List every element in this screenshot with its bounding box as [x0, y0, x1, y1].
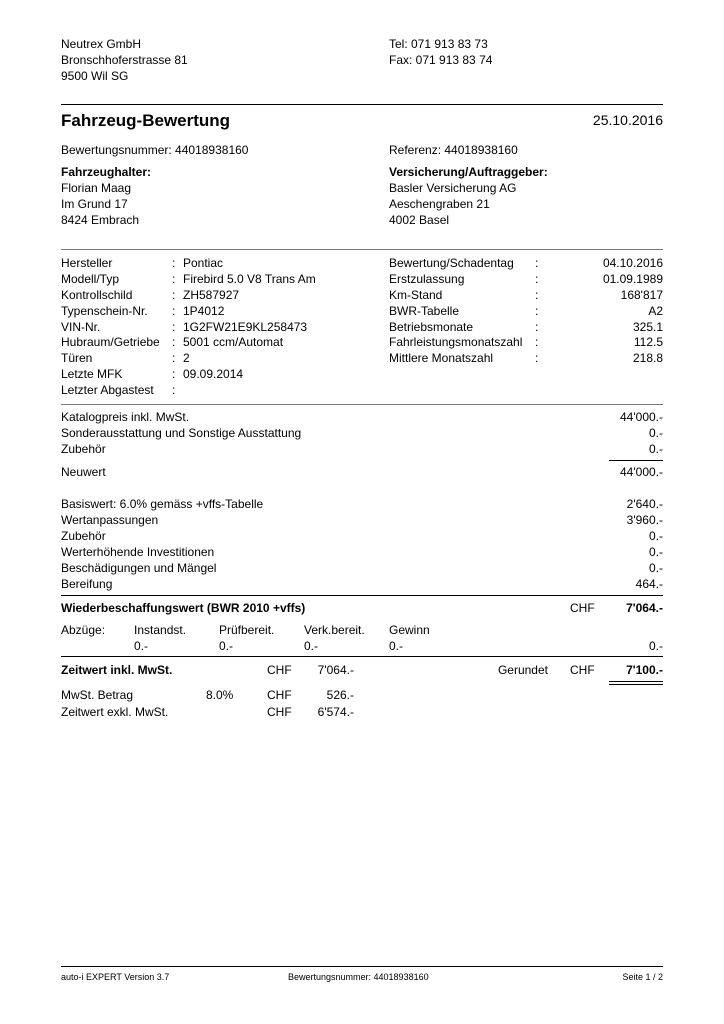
vehicle-value: 1G2FW21E9KL258473: [183, 320, 308, 334]
divider: [61, 656, 663, 657]
basis-label: Wertanpassungen: [61, 513, 159, 527]
mwst-rate: 8.0%: [206, 688, 234, 702]
double-underline: [609, 681, 663, 682]
abzug-head: Instandst.: [134, 623, 187, 637]
vehicle-label: Erstzulassung: [389, 272, 465, 286]
vehicle-value: 01.09.1989: [602, 272, 663, 286]
vehicle-value: 09.09.2014: [183, 367, 244, 381]
basis-label: Bereifung: [61, 577, 113, 591]
colon: :: [172, 272, 176, 286]
halter-line: Im Grund 17: [61, 197, 128, 211]
divider: [61, 249, 663, 250]
vehicle-value: 112.5: [633, 335, 663, 349]
vehicle-label: Modell/Typ: [61, 272, 120, 286]
header-divider: [61, 104, 663, 105]
basis-label: Werterhöhende Investitionen: [61, 545, 215, 559]
gerundet-label: Gerundet: [497, 663, 548, 677]
basis-value: 2'640.-: [626, 497, 663, 511]
vehicle-value: A2: [648, 304, 663, 318]
footer-page: Seite 1 / 2: [622, 972, 663, 982]
mwst-currency: CHF: [267, 688, 292, 702]
colon: :: [535, 304, 539, 318]
vehicle-value: 04.10.2016: [602, 256, 663, 270]
basis-value: 464.-: [635, 577, 663, 591]
price-label: Katalogpreis inkl. MwSt.: [61, 410, 190, 424]
vehicle-value: 218.8: [632, 351, 663, 365]
price-value: 0.-: [648, 426, 663, 440]
wbw-currency: CHF: [570, 601, 595, 615]
colon: :: [535, 320, 539, 334]
abzug-head: Prüfbereit.: [219, 623, 275, 637]
divider: [61, 404, 663, 405]
basis-value: 0.-: [648, 529, 663, 543]
company-fax: Fax: 071 913 83 74: [389, 53, 493, 67]
basis-value: 0.-: [648, 561, 663, 575]
colon: :: [535, 256, 539, 270]
abzug-value: 0.-: [219, 639, 234, 653]
zeitwert-label: Zeitwert inkl. MwSt.: [61, 663, 173, 677]
company-street: Bronschhoferstrasse 81: [61, 53, 188, 67]
zeitwert-value: 7'064.-: [317, 663, 354, 677]
versicherung-line: Aeschengraben 21: [389, 197, 490, 211]
footer-divider: [61, 966, 663, 967]
footer-software: auto-i EXPERT Version 3.7: [61, 972, 170, 982]
mwst-label: MwSt. Betrag: [61, 688, 134, 702]
vehicle-label: Typenschein-Nr.: [61, 304, 148, 318]
report-date: 25.10.2016: [592, 112, 663, 128]
basis-label: Beschädigungen und Mängel: [61, 561, 217, 575]
vehicle-value: Firebird 5.0 V8 Trans Am: [183, 272, 316, 286]
neuwert-label: Neuwert: [61, 465, 106, 479]
colon: :: [172, 288, 176, 302]
basis-label: Zubehör: [61, 529, 106, 543]
colon: :: [535, 335, 539, 349]
footer-number: Bewertungsnummer: 44018938160: [288, 972, 429, 982]
divider: [61, 595, 663, 596]
colon: :: [172, 335, 176, 349]
halter-heading: Fahrzeughalter:: [61, 165, 152, 179]
vehicle-value: 2: [183, 351, 190, 365]
vehicle-label: VIN-Nr.: [61, 320, 101, 334]
exkl-value: 6'574.-: [317, 705, 354, 719]
bewertungsnummer: Bewertungsnummer: 44018938160: [61, 143, 249, 157]
vehicle-label: Km-Stand: [389, 288, 443, 302]
vehicle-label: Fahrleistungsmonatszahl: [389, 335, 523, 349]
abzug-head: Gewinn: [389, 623, 430, 637]
halter-line: Florian Maag: [61, 181, 132, 195]
basis-label: Basiswert: 6.0% gemäss +vffs-Tabelle: [61, 497, 264, 511]
company-city: 9500 Wil SG: [61, 69, 129, 83]
company-tel: Tel: 071 913 83 73: [389, 37, 488, 51]
price-label: Zubehör: [61, 442, 106, 456]
vehicle-label: Betriebsmonate: [389, 320, 474, 334]
mwst-value: 526.-: [326, 688, 354, 702]
vehicle-label: Bewertung/Schadentag: [389, 256, 514, 270]
colon: :: [172, 320, 176, 334]
double-underline: [609, 684, 663, 685]
vehicle-label: Kontrollschild: [61, 288, 133, 302]
gerundet-currency: CHF: [570, 663, 595, 677]
basis-value: 3'960.-: [626, 513, 663, 527]
abzug-head: Verk.bereit.: [304, 623, 365, 637]
price-value: 44'000.-: [620, 410, 663, 424]
halter-line: 8424 Embrach: [61, 213, 140, 227]
vehicle-value: 168'817: [620, 288, 663, 302]
abzug-value: 0.-: [389, 639, 404, 653]
abzuege-label: Abzüge:: [61, 623, 106, 637]
referenz: Referenz: 44018938160: [389, 143, 518, 157]
vehicle-label: Hubraum/Getriebe: [61, 335, 160, 349]
exkl-label: Zeitwert exkl. MwSt.: [61, 705, 169, 719]
zeitwert-currency: CHF: [267, 663, 292, 677]
vehicle-value: ZH587927: [183, 288, 240, 302]
vehicle-label: Hersteller: [61, 256, 113, 270]
wbw-value: 7'064.-: [626, 601, 663, 615]
vehicle-label: Letzter Abgastest: [61, 383, 154, 397]
vehicle-value: Pontiac: [183, 256, 224, 270]
colon: :: [172, 367, 176, 381]
colon: :: [535, 351, 539, 365]
colon: :: [172, 304, 176, 318]
company-name: Neutrex GmbH: [61, 37, 142, 51]
abzuege-total: 0.-: [648, 639, 663, 653]
page-title: Fahrzeug-Bewertung: [61, 111, 231, 130]
sum-line: [609, 460, 663, 461]
basis-value: 0.-: [648, 545, 663, 559]
colon: :: [172, 383, 176, 397]
abzug-value: 0.-: [134, 639, 149, 653]
vehicle-value: 1P4012: [183, 304, 225, 318]
wbw-label: Wiederbeschaffungswert (BWR 2010 +vffs): [61, 601, 306, 615]
vehicle-label: Türen: [61, 351, 93, 365]
colon: :: [535, 272, 539, 286]
price-label: Sonderausstattung und Sonstige Ausstattung: [61, 426, 302, 440]
gerundet-value: 7'100.-: [626, 663, 663, 677]
versicherung-heading: Versicherung/Auftraggeber:: [389, 165, 548, 179]
colon: :: [172, 256, 176, 270]
vehicle-label: Mittlere Monatszahl: [389, 351, 494, 365]
colon: :: [535, 288, 539, 302]
versicherung-line: 4002 Basel: [389, 213, 450, 227]
colon: :: [172, 351, 176, 365]
price-value: 0.-: [648, 442, 663, 456]
vehicle-label: Letzte MFK: [61, 367, 123, 381]
exkl-currency: CHF: [267, 705, 292, 719]
vehicle-value: 5001 ccm/Automat: [183, 335, 284, 349]
vehicle-value: 325.1: [632, 320, 663, 334]
versicherung-line: Basler Versicherung AG: [389, 181, 517, 195]
abzug-value: 0.-: [304, 639, 319, 653]
vehicle-label: BWR-Tabelle: [389, 304, 460, 318]
neuwert-value: 44'000.-: [620, 465, 663, 479]
